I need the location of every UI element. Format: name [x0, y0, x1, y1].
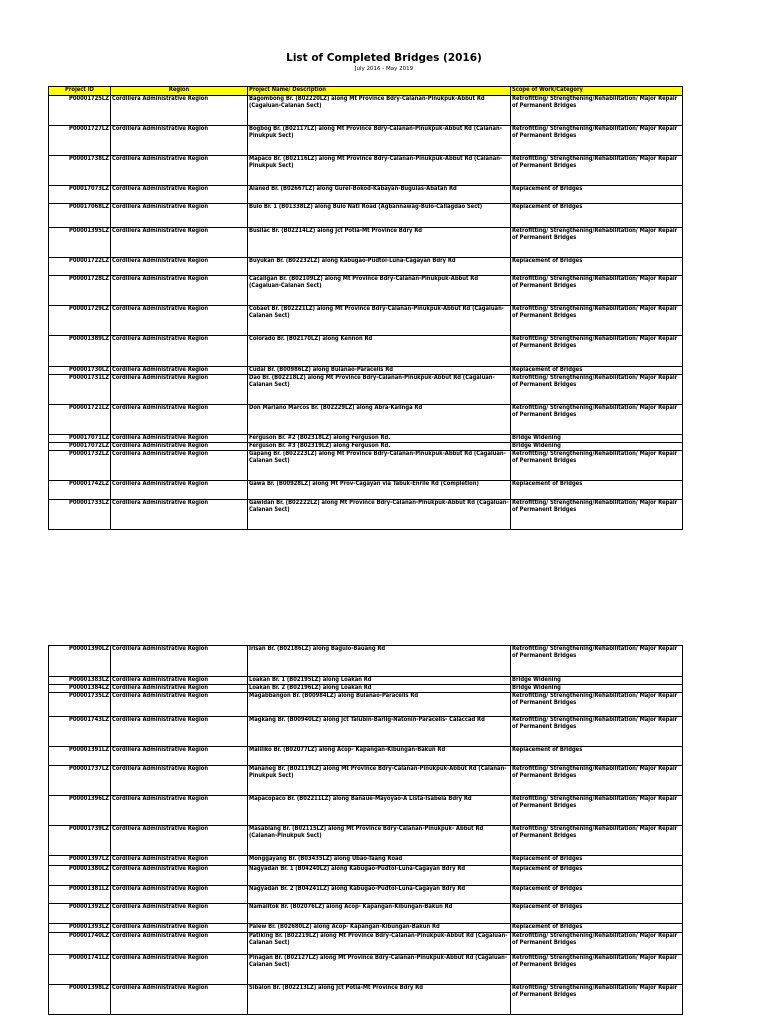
scope-cell: Replacement of Bridges: [511, 204, 683, 228]
region-cell: Cordillera Administrative Region: [111, 258, 248, 276]
table-row: [49, 826, 683, 856]
project-name-cell: Bogbog Br. (B02117LZ) along Mt Province Bdry-Calanan-Pinukpuk-Abbut Rd (Calanan-Pinukpuk Sect): [248, 126, 511, 156]
table-row: [49, 924, 683, 933]
table-row: [49, 451, 683, 481]
region-cell: Cordillera Administrative Region: [111, 306, 248, 336]
project-name-cell: Loakan Br. 2 (B02196LZ) along Loakan Rd: [248, 685, 511, 693]
project-id-cell: P00001731LZ: [49, 375, 111, 405]
project-id-cell: P00001397LZ: [49, 856, 111, 866]
region-cell: Cordillera Administrative Region: [111, 228, 248, 258]
project-name-cell: Ferguson Br. #3 (B02319LZ) along Ferguson Rd.: [248, 443, 511, 451]
project-name-cell: Irisan Br. (B02186LZ) along Baguio-Bauang Rd: [248, 646, 511, 677]
project-id-cell: P00001729LZ: [49, 306, 111, 336]
region-cell: Cordillera Administrative Region: [111, 796, 248, 826]
project-name-cell: Namalitok Br. (B02076LZ) along Acop- Kapangan-Kibungan-Bakun Rd: [248, 904, 511, 924]
region-cell: Cordillera Administrative Region: [111, 985, 248, 1015]
scope-cell: Retrofitting/ Strengthening/Rehabilitation/ Major Repair of Permanent Bridges: [511, 766, 683, 796]
scope-cell: Retrofitting/ Strengthening/Rehabilitation/ Major Repair of Permanent Bridges: [511, 228, 683, 258]
project-id-cell: P00001732LZ: [49, 451, 111, 481]
project-id-cell: P00001390LZ: [49, 646, 111, 677]
scope-cell: Replacement of Bridges: [511, 886, 683, 904]
region-cell: Cordillera Administrative Region: [111, 677, 248, 685]
table-row: [49, 500, 683, 530]
region-cell: Cordillera Administrative Region: [111, 435, 248, 443]
scope-cell: Retrofitting/ Strengthening/Rehabilitation/ Major Repair of Permanent Bridges: [511, 955, 683, 985]
project-name-cell: Ferguson Br. #2 (B02318LZ) along Ferguson Rd.: [248, 435, 511, 443]
project-id-cell: P00017073LZ: [49, 186, 111, 204]
project-id-cell: P00001725LZ: [49, 96, 111, 126]
project-id-cell: P00001728LZ: [49, 276, 111, 306]
region-cell: Cordillera Administrative Region: [111, 685, 248, 693]
project-name-cell: Cudal Br. (B00986LZ) along Bulanao-Paracelis Rd: [248, 367, 511, 375]
project-id-cell: P00001739LZ: [49, 826, 111, 856]
project-name-cell: Alaned Br. (B02667LZ) along Gurel-Bokod-Kabayan-Buguias-Abatan Rd: [248, 186, 511, 204]
region-cell: Cordillera Administrative Region: [111, 96, 248, 126]
table-row: [49, 933, 683, 955]
region-cell: Cordillera Administrative Region: [111, 375, 248, 405]
project-id-cell: P00001384LZ: [49, 685, 111, 693]
region-cell: Cordillera Administrative Region: [111, 204, 248, 228]
project-name-cell: Dao Br. (B02218LZ) along Mt Province Bdry-Calanan-Pinukpuk-Abbut Rd (Cagaluan-Calanan Sect): [248, 375, 511, 405]
region-cell: Cordillera Administrative Region: [111, 276, 248, 306]
project-name-cell: Nagyadan Br. 1 (B04240LZ) along Kabugao-Pudtol-Luna-Cagayan Bdry Rd: [248, 866, 511, 886]
table-row: [49, 866, 683, 886]
region-cell: Cordillera Administrative Region: [111, 766, 248, 796]
project-id-cell: P00001742LZ: [49, 481, 111, 500]
bridges-table-page-2: [48, 645, 683, 1015]
table-header-row: [49, 87, 683, 96]
region-cell: Cordillera Administrative Region: [111, 336, 248, 367]
region-cell: Cordillera Administrative Region: [111, 886, 248, 904]
table-row: [49, 985, 683, 1015]
project-name-cell: Magabbangon Br. (B00984LZ) along Bulanao-Paracelis Rd: [248, 693, 511, 717]
project-id-cell: P00001733LZ: [49, 500, 111, 530]
table-row: [49, 677, 683, 685]
scope-cell: Replacement of Bridges: [511, 866, 683, 886]
project-name-cell: Cacaligan Br. (B02109LZ) along Mt Province Bdry-Calanan-Pinukpuk-Abbut Rd (Cagaluan-Calanan Sect): [248, 276, 511, 306]
document-title: List of Completed Bridges (2016): [286, 52, 482, 64]
scope-cell: Replacement of Bridges: [511, 747, 683, 766]
table-row: [49, 228, 683, 258]
region-cell: Cordillera Administrative Region: [111, 481, 248, 500]
region-cell: Cordillera Administrative Region: [111, 826, 248, 856]
table-row: [49, 367, 683, 375]
project-id-cell: P00001381LZ: [49, 886, 111, 904]
scope-cell: Retrofitting/ Strengthening/Rehabilitation/ Major Repair of Permanent Bridges: [511, 646, 683, 677]
project-id-cell: P00001727LZ: [49, 126, 111, 156]
project-name-cell: Don Mariano Marcos Br. (B02229LZ) along Abra-Kalinga Rd: [248, 405, 511, 435]
project-name-cell: Nagyadan Br. 2 (B04241LZ) along Kabugao-Pudtol-Luna-Cagayan Bdry Rd: [248, 886, 511, 904]
scope-cell: Replacement of Bridges: [511, 904, 683, 924]
region-cell: Cordillera Administrative Region: [111, 866, 248, 886]
region-cell: Cordillera Administrative Region: [111, 933, 248, 955]
project-name-cell: Gawa Br. (B00928LZ) along Mt Prov-Cagayan via Tabuk-Enrile Rd (Completion): [248, 481, 511, 500]
project-name-cell: Mapacopaco Br. (B02211LZ) along Banaue-Mayoyao-A Lista-Isabela Bdry Rd: [248, 796, 511, 826]
table-row: [49, 646, 683, 677]
region-cell: Cordillera Administrative Region: [111, 747, 248, 766]
table-row: [49, 904, 683, 924]
project-id-cell: P00001730LZ: [49, 367, 111, 375]
table-row: [49, 766, 683, 796]
project-id-cell: P00001737LZ: [49, 766, 111, 796]
scope-cell: Bridge Widening: [511, 443, 683, 451]
table-row: [49, 747, 683, 766]
scope-cell: Retrofitting/ Strengthening/Rehabilitation/ Major Repair of Permanent Bridges: [511, 276, 683, 306]
table-row: [49, 405, 683, 435]
region-cell: Cordillera Administrative Region: [111, 955, 248, 985]
project-id-cell: P00017071LZ: [49, 435, 111, 443]
project-name-cell: Magkang Br. (B00940LZ) along Jct Talubin-Barlig-Natonin-Paracelis- Calaccad Rd: [248, 717, 511, 747]
project-name-cell: Mapaco Br. (B02116LZ) along Mt Province Bdry-Calanan-Pinukpuk-Abbut Rd (Calanan-Pinukpuk Sect): [248, 156, 511, 186]
project-name-cell: Maliliko Br. (B02077LZ) along Acop- Kapangan-Kibungan-Bakun Rd: [248, 747, 511, 766]
scope-cell: Retrofitting/ Strengthening/Rehabilitation/ Major Repair of Permanent Bridges: [511, 933, 683, 955]
project-name-cell: Patiking Br. (B02219LZ) along Mt Province Bdry-Calanan-Pinukpuk-Abbut Rd (Cagaluan-Calanan Sect): [248, 933, 511, 955]
table-row: [49, 375, 683, 405]
scope-cell: Retrofitting/ Strengthening/Rehabilitation/ Major Repair of Permanent Bridges: [511, 306, 683, 336]
project-id-cell: P00001389LZ: [49, 336, 111, 367]
region-cell: Cordillera Administrative Region: [111, 904, 248, 924]
project-id-cell: P00001395LZ: [49, 228, 111, 258]
table-row: [49, 856, 683, 866]
region-cell: Cordillera Administrative Region: [111, 451, 248, 481]
project-name-cell: Gawidan Br. (B02222LZ) along Mt Province Bdry-Calanan-Pinukpuk-Abbut Rd (Cagaluan-Calanan Sect): [248, 500, 511, 530]
table-body-page-2: [49, 646, 683, 1015]
scope-cell: Bridge Widening: [511, 677, 683, 685]
header-project-id: Project ID: [49, 87, 111, 96]
table-row: [49, 886, 683, 904]
project-id-cell: P00017072LZ: [49, 443, 111, 451]
scope-cell: Retrofitting/ Strengthening/Rehabilitation/ Major Repair of Permanent Bridges: [511, 451, 683, 481]
project-id-cell: P00001391LZ: [49, 747, 111, 766]
table-row: [49, 955, 683, 985]
project-name-cell: Buyukan Br. (B02232LZ) along Kabugao-Pudtol-Luna-Cagayan Bdry Rd: [248, 258, 511, 276]
region-cell: Cordillera Administrative Region: [111, 924, 248, 933]
project-id-cell: P00001722LZ: [49, 258, 111, 276]
table-row: [49, 306, 683, 336]
project-id-cell: P00001741LZ: [49, 955, 111, 985]
scope-cell: Retrofitting/ Strengthening/Rehabilitation/ Major Repair of Permanent Bridges: [511, 500, 683, 530]
scope-cell: Bridge Widening: [511, 435, 683, 443]
table-row: [49, 156, 683, 186]
table-row: [49, 685, 683, 693]
project-name-cell: Sibalon Br. (B02213LZ) along Jct Potia-Mt Province Bdry Rd: [248, 985, 511, 1015]
table-row: [49, 796, 683, 826]
table-row: [49, 693, 683, 717]
project-id-cell: P00001396LZ: [49, 796, 111, 826]
document-subtitle: July 2016 - May 2019: [354, 66, 414, 72]
header-scope: Scope of Work/Category: [511, 87, 683, 96]
project-name-cell: Cobaet Br. (B02221LZ) along Mt Province Bdry-Calanan-Pinukpuk-Abbut Rd (Cagaluan-Calanan Sect): [248, 306, 511, 336]
project-name-cell: Mananeg Br. (B02119LZ) along Mt Province Bdry-Calanan-Pinukpuk-Abbut Rd (Calanan-Pinukpuk Sect): [248, 766, 511, 796]
table-body-page-1: [49, 96, 683, 530]
table-row: [49, 258, 683, 276]
project-id-cell: P00001392LZ: [49, 904, 111, 924]
scope-cell: Retrofitting/ Strengthening/Rehabilitation/ Major Repair of Permanent Bridges: [511, 156, 683, 186]
project-id-cell: P00001721LZ: [49, 405, 111, 435]
project-id-cell: P00001380LZ: [49, 866, 111, 886]
project-name-cell: Bagombong Br. (B02220LZ) along Mt Province Bdry-Calanan-Pinukpuk-Abbut Rd (Cagaluan-Calanan Sect): [248, 96, 511, 126]
project-name-cell: Monggayang Br. (B03435LZ) along Ubao-Taang Road: [248, 856, 511, 866]
scope-cell: Retrofitting/ Strengthening/Rehabilitation/ Major Repair of Permanent Bridges: [511, 375, 683, 405]
project-name-cell: Gapang Br. (B02223LZ) along Mt Province Bdry-Calanan-Pinukpuk-Abbut Rd (Cagaluan-Calanan Sect): [248, 451, 511, 481]
table-row: [49, 96, 683, 126]
region-cell: Cordillera Administrative Region: [111, 646, 248, 677]
scope-cell: Retrofitting/ Strengthening/Rehabilitation/ Major Repair of Permanent Bridges: [511, 693, 683, 717]
project-id-cell: P00001383LZ: [49, 677, 111, 685]
scope-cell: Bridge Widening: [511, 685, 683, 693]
project-id-cell: P00001398LZ: [49, 985, 111, 1015]
region-cell: Cordillera Administrative Region: [111, 856, 248, 866]
project-name-cell: Bulo Br. 1 (B01338LZ) along Bulo Natl Road (Agbannawag-Bulo-Callagdao Sect): [248, 204, 511, 228]
scope-cell: Replacement of Bridges: [511, 856, 683, 866]
project-id-cell: P00001738LZ: [49, 156, 111, 186]
region-cell: Cordillera Administrative Region: [111, 693, 248, 717]
region-cell: Cordillera Administrative Region: [111, 186, 248, 204]
scope-cell: Retrofitting/ Strengthening/Rehabilitation/ Major Repair of Permanent Bridges: [511, 826, 683, 856]
project-name-cell: Pinagan Br. (B02127LZ) along Mt Province Bdry-Calanan-Pinukpuk-Abbut Rd (Cagaluan-Calanan Sect): [248, 955, 511, 985]
scope-cell: Replacement of Bridges: [511, 367, 683, 375]
region-cell: Cordillera Administrative Region: [111, 717, 248, 747]
scope-cell: Replacement of Bridges: [511, 481, 683, 500]
project-name-cell: Masablang Br. (B02115LZ) along Mt Province Bdry-Calanan-Pinukpuk- Abbut Rd (Calanan-Pinukpuk Sect): [248, 826, 511, 856]
project-id-cell: P00001743LZ: [49, 717, 111, 747]
region-cell: Cordillera Administrative Region: [111, 500, 248, 530]
project-name-cell: Busilac Br. (B02214LZ) along Jct Potia-Mt Province Bdry Rd: [248, 228, 511, 258]
region-cell: Cordillera Administrative Region: [111, 126, 248, 156]
table-row: [49, 443, 683, 451]
project-id-cell: P00001393LZ: [49, 924, 111, 933]
scope-cell: Retrofitting/ Strengthening/Rehabilitation/ Major Repair of Permanent Bridges: [511, 985, 683, 1015]
project-name-cell: Loakan Br. 1 (B02195LZ) along Loakan Rd: [248, 677, 511, 685]
scope-cell: Retrofitting/ Strengthening/Rehabilitation/ Major Repair of Permanent Bridges: [511, 336, 683, 367]
scope-cell: Replacement of Bridges: [511, 186, 683, 204]
scope-cell: Retrofitting/ Strengthening/Rehabilitation/ Major Repair of Permanent Bridges: [511, 126, 683, 156]
table-row: [49, 126, 683, 156]
table-row: [49, 186, 683, 204]
table-row: [49, 336, 683, 367]
region-cell: Cordillera Administrative Region: [111, 156, 248, 186]
table-row: [49, 481, 683, 500]
bridges-table-page-1: [48, 86, 683, 530]
project-id-cell: P00017068LZ: [49, 204, 111, 228]
table-row: [49, 276, 683, 306]
table-row: [49, 435, 683, 443]
project-id-cell: P00001740LZ: [49, 933, 111, 955]
scope-cell: Retrofitting/ Strengthening/Rehabilitation/ Major Repair of Permanent Bridges: [511, 796, 683, 826]
project-name-cell: Palew Br. (B02680LZ) along Acop- Kapangan-Kibungan-Bakun Rd: [248, 924, 511, 933]
scope-cell: Retrofitting/ Strengthening/Rehabilitation/ Major Repair of Permanent Bridges: [511, 717, 683, 747]
scope-cell: Retrofitting/ Strengthening/Rehabilitation/ Major Repair of Permanent Bridges: [511, 96, 683, 126]
project-name-cell: Colorado Br. (B02170LZ) along Kennon Rd: [248, 336, 511, 367]
region-cell: Cordillera Administrative Region: [111, 405, 248, 435]
scope-cell: Retrofitting/ Strengthening/Rehabilitation/ Major Repair of Permanent Bridges: [511, 405, 683, 435]
region-cell: Cordillera Administrative Region: [111, 367, 248, 375]
region-cell: Cordillera Administrative Region: [111, 443, 248, 451]
header-region: Region: [111, 87, 248, 96]
project-id-cell: P00001735LZ: [49, 693, 111, 717]
scope-cell: Replacement of Bridges: [511, 258, 683, 276]
scope-cell: Replacement of Bridges: [511, 924, 683, 933]
header-project-name: Project Name/ Description: [248, 87, 511, 96]
table-row: [49, 717, 683, 747]
table-row: [49, 204, 683, 228]
